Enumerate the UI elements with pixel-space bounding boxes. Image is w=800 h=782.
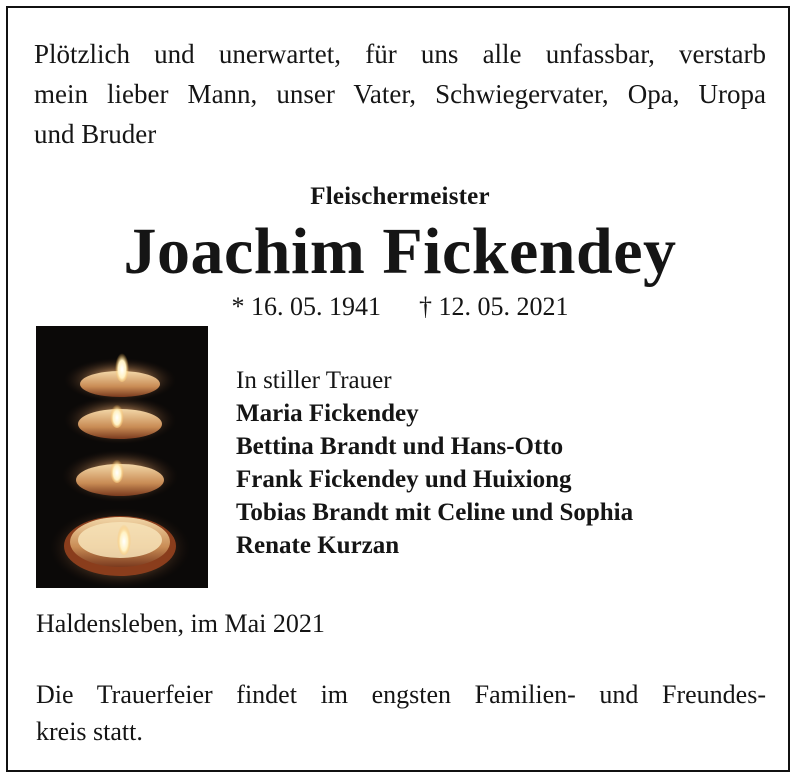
life-dates <box>0 290 800 324</box>
mourner-name: Maria Fickendey <box>236 400 419 427</box>
intro-line-1: Plötzlich und unerwartet, für uns alle unfassbar, verstarb <box>34 39 766 69</box>
mourner-name: Bettina Brandt und Hans-Otto <box>236 433 564 460</box>
occupation: Fleischermeister <box>310 183 490 210</box>
place-date: Haldensleben, im Mai 2021 <box>36 609 325 638</box>
intro-text <box>34 34 766 154</box>
death-date: † 12. 05. 2021 <box>419 292 569 321</box>
birth-date: * 16. 05. 1941 <box>231 292 381 321</box>
mourners-list <box>236 364 633 562</box>
mourner-name: Frank Fickendey und Huixiong <box>236 466 572 493</box>
funeral-notice-line-2: kreis statt. <box>36 717 143 746</box>
candles-illustration <box>36 326 208 588</box>
intro-line-2: mein lieber Mann, unser Vater, Schwiegervater, Opa, Uropa <box>34 79 766 109</box>
deceased-name: Joachim Fickendey <box>123 215 677 288</box>
funeral-notice <box>36 676 766 750</box>
funeral-notice-line-1: Die Trauerfeier findet im engsten Familien- und Freundes- <box>36 680 766 709</box>
intro-line-3: und Bruder <box>34 119 157 149</box>
mourner-name: Tobias Brandt mit Celine und Sophia <box>236 499 634 526</box>
mourning-phrase: In stiller Trauer <box>236 367 392 394</box>
mourner-name: Renate Kurzan <box>236 532 400 559</box>
candles-image <box>36 326 208 588</box>
